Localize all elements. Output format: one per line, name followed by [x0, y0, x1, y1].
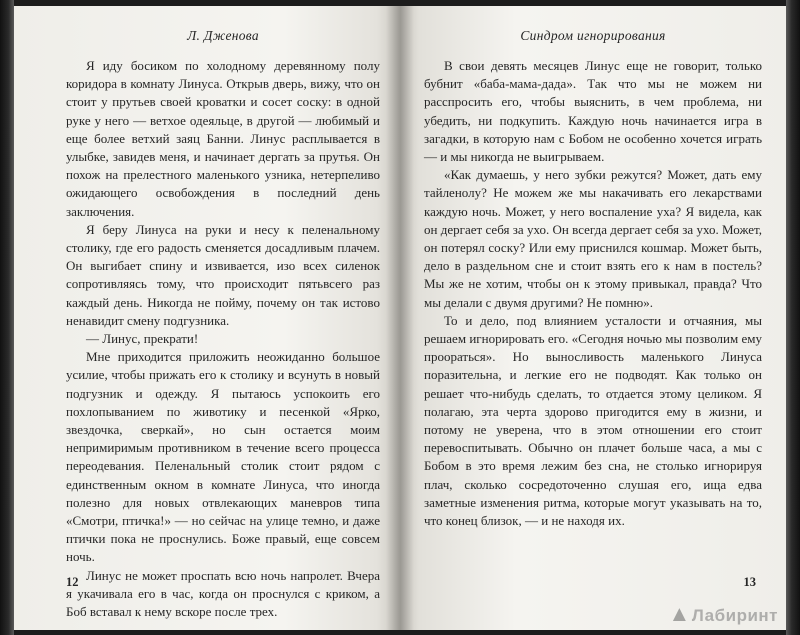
- paragraph: Мне приходится приложить неожиданно большое усилие, чтобы прижать его к столику и всунуть в новый подгузник и одежду. Я пытаюсь успокоить его похлопыванием по животику и песенкой «Ярко, звездочка, сверкай», но сын остается моим непримиримым противником в течение всего процесса переодевания. Пеленальный столик стоит рядом с единственным окном в комнате Линуса, что иногда полезно для новых отвлекающих маневров типа «Смотри, птичка!» — но сейчас на улице темно, и даже птички пока не проснулись. Боже правый, еще совсем ночь.: [66, 349, 380, 565]
- right-page-body: [424, 57, 762, 530]
- paragraph: — Линус, прекрати!: [86, 331, 199, 347]
- paragraph: В свои девять месяцев Линус еще не говорит, только бубнит «баба-мама-дада». Так что мы не можем ни расспросить его, чтобы выяснить, в чем проблема, ни убедить, ни подкупить. Каждую ночь начинается игра в загадки, в которую нам с Бобом не особенно хочется играть — и мы никогда не выигрываем.: [424, 58, 762, 165]
- left-page: [14, 6, 400, 630]
- running-head-title: Синдром игнорирования: [520, 28, 666, 43]
- paragraph: Линус не может проспать всю ночь напролет. Вчера я укачивала его в час, когда он проснулся с криком, а Боб вставал к нему вскоре после трех.: [66, 567, 380, 620]
- right-page: [400, 6, 786, 630]
- paragraph: То и дело, под влиянием усталости и отчаяния, мы решаем игнорировать его. «Сегодня ночью мы позволим ему проораться». Но выносливость маленького Линуса поразительна, и легкие его не подводят. Как только он решает что-нибудь сделать, то отдается этому целиком. Я полагаю, эта черта здорово пригодится ему в жизни, и потому не уверена, что в этом отношении его стоит перевоспитывать. Обычно он плачет больше часа, а мы с Бобом в это время лежим без сна, не столько игнорируя плач, сколько сосредоточенно слушая его, ища едва заметные изменения ритма, которые могут указывать на то, что конец близок, — и не находя их.: [424, 312, 762, 529]
- book-edge-left: [0, 0, 14, 635]
- book-edge-right: [786, 0, 800, 635]
- paragraph: Я беру Линуса на руки и несу к пеленальному столику, где его радость сменяется досадливым плачем. Он выгибает спину и извивается, изо всех силенок сопротивляясь тому, что происходит пятьвсего раз каждый день. Никогда не пойму, почему он так истово ненавидит смену подгузника.: [66, 221, 380, 328]
- watermark-logo: [669, 601, 778, 627]
- page-number: 12: [66, 575, 79, 589]
- paragraph: «Как думаешь, у него зубки режутся? Может, дать ему тайленолу? Не можем же мы накачивать его лекарствами каждую ночь. Может, у него воспаление уха? Я видела, как он дергает себя за ухо. Он всегда дергает себя за ухо. Может, он потерял соску? Или ему приснился кошмар. Может быть, дело в раздельном сне и стоит взять его к нам в постель? Мы же не хотим, чтобы он к этому привыкал, правда? Что мы делали с двумя другими? Не помню».: [424, 167, 762, 310]
- running-head-author: Л. Дженова: [187, 28, 259, 43]
- page-number: 13: [743, 575, 756, 589]
- watermark-text: Лабиринт: [691, 606, 778, 625]
- left-page-body: [66, 57, 380, 621]
- labirint-logo-icon: ▲: [668, 601, 691, 626]
- paragraph: Я иду босиком по холодному деревянному полу коридора в комнату Линуса. Открыв дверь, вижу, что он стоит у прутьев своей кроватки и сосет соску: в одной руке у него — ветхое одеяльце, в другой — любимый и еще более ветхий заяц Банни. Линус расплывается в улыбке, завидев меня, и начинает дергать за прутья. Он похож на прелестного маленького узника, нетерпеливо ожидающего освобождения в последний день заключения.: [66, 58, 380, 219]
